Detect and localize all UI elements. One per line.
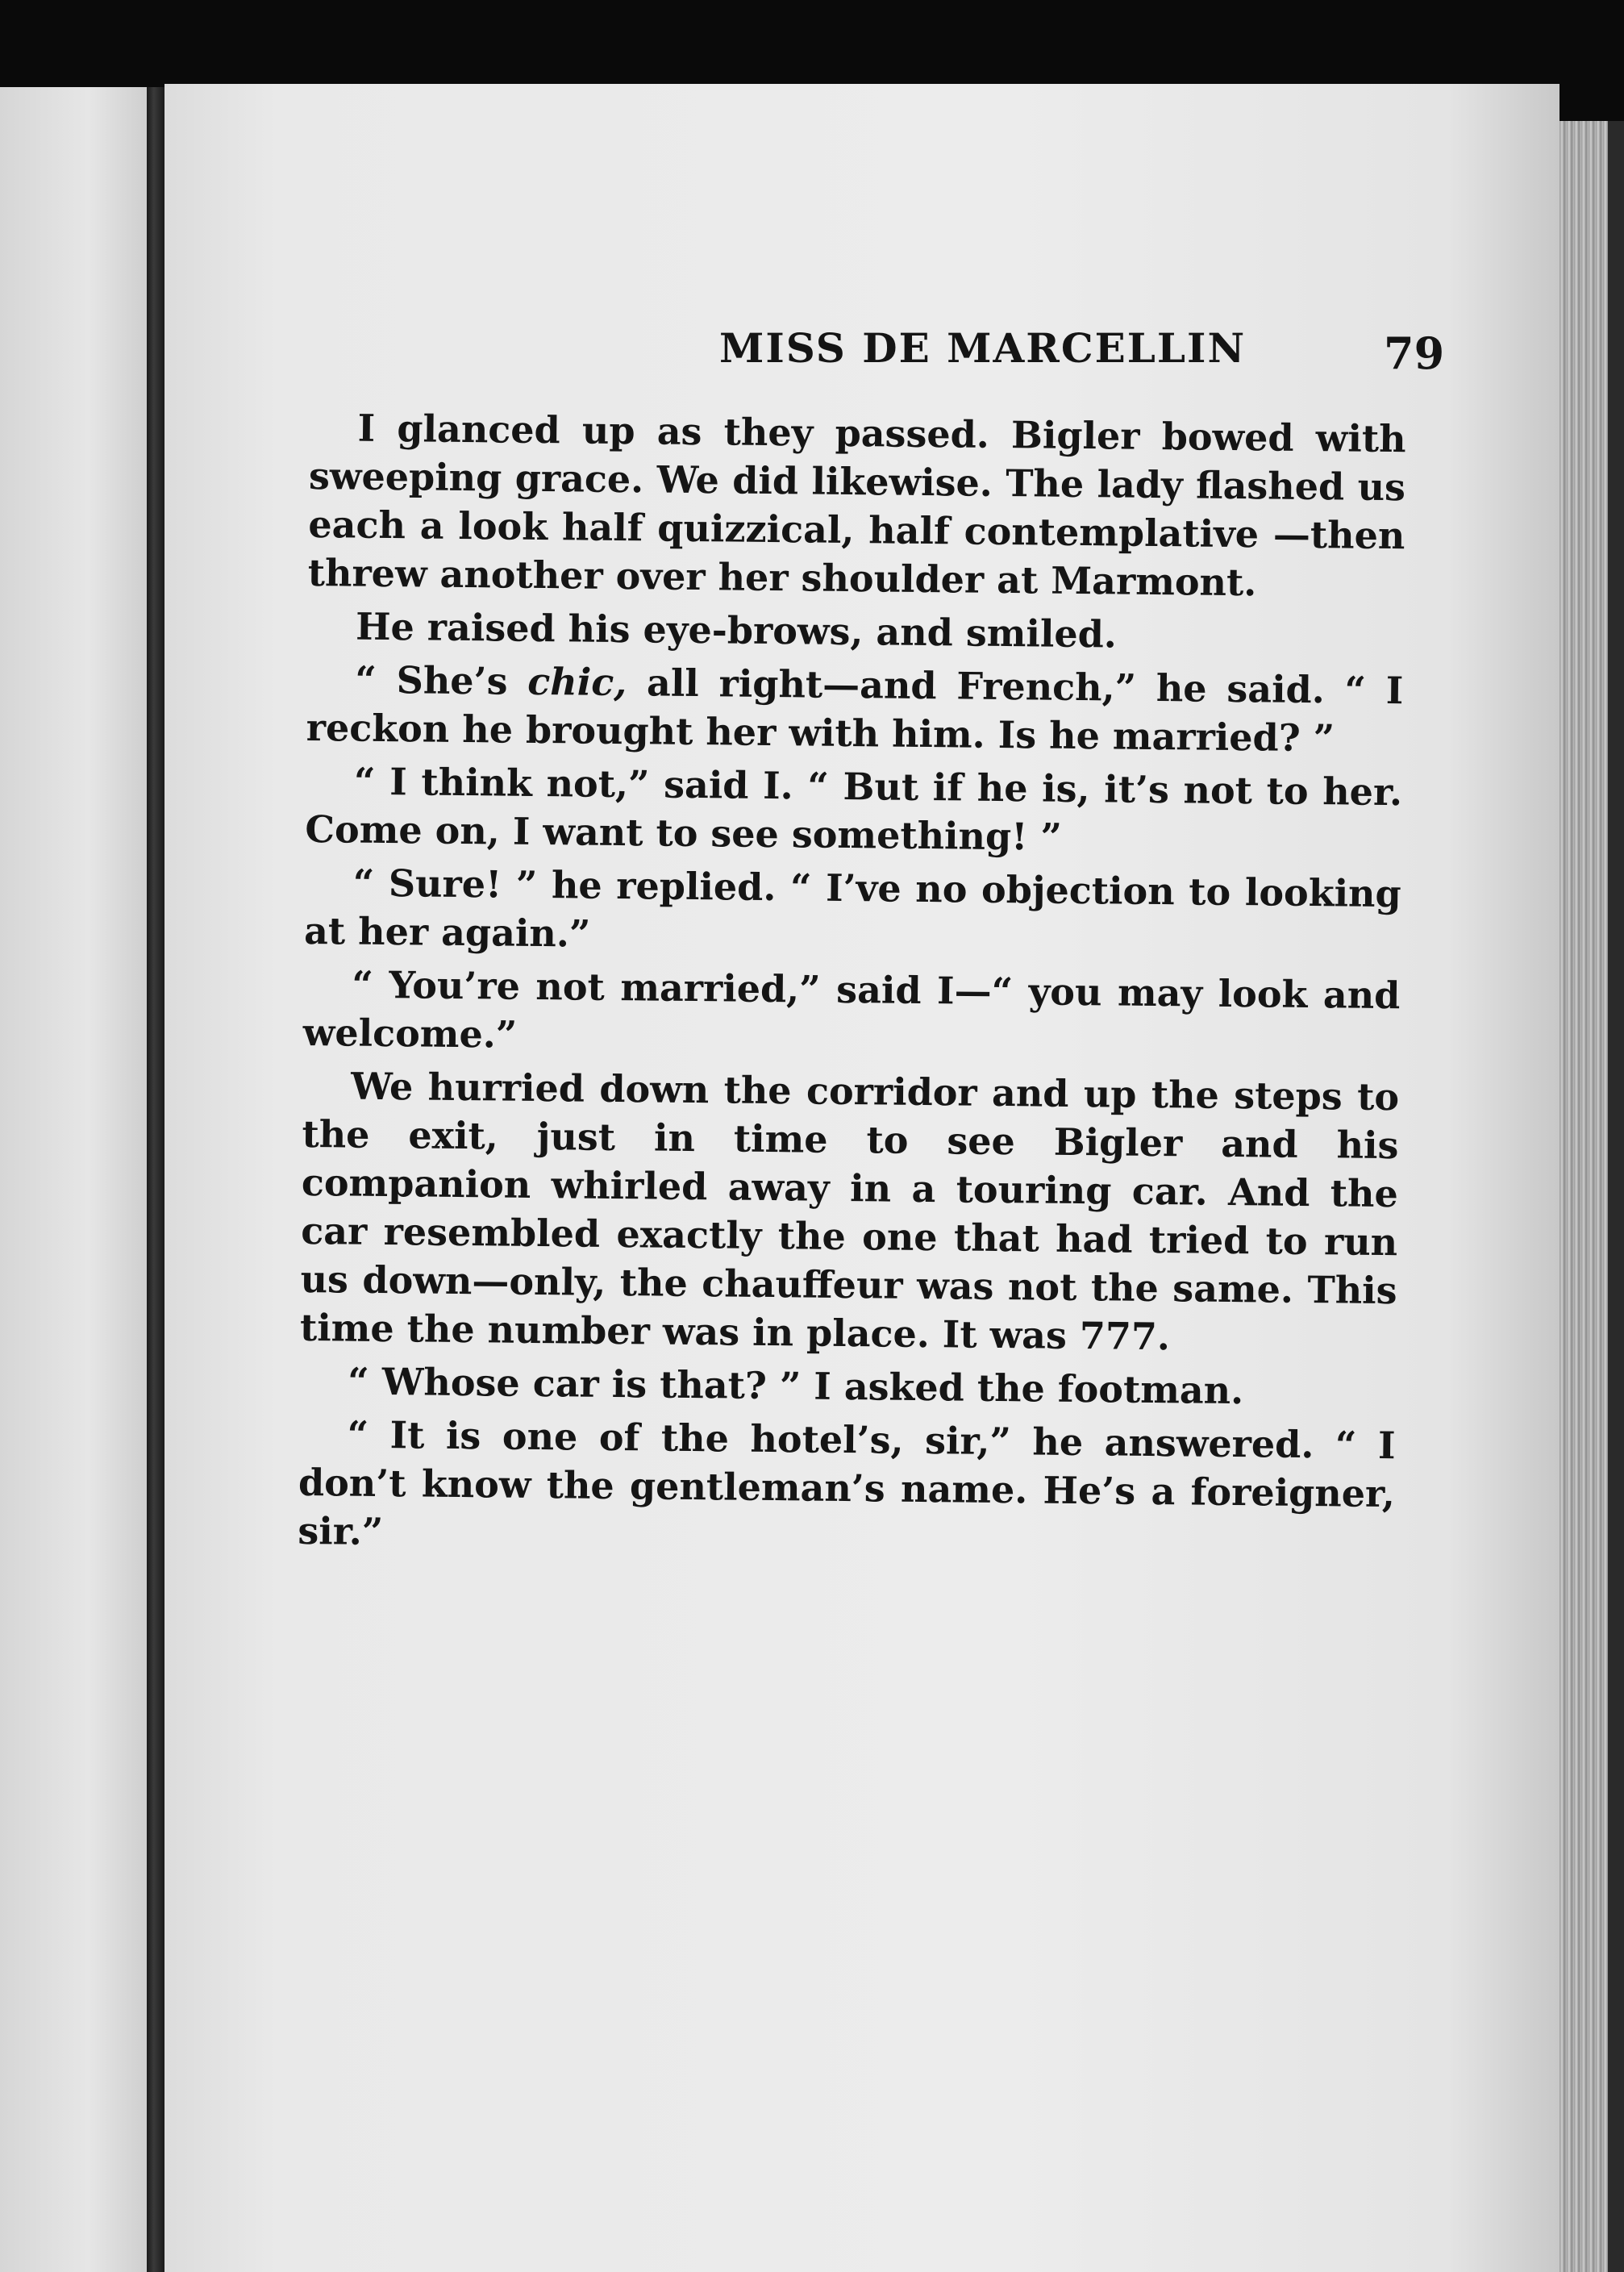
- paragraph: [306, 655, 1403, 763]
- paragraph: We hurried down the corridor and up the steps to the exit, just in time to see Bigler and his companion whirled away in a touring car. And the car resembled exactly the one that had tried to run us down—only, the chauffeur was not the same. This time the number was in place. It was 777.: [299, 1064, 1400, 1359]
- paragraph: “ It is one of the hotel’s, sir,” he answered. “ I don’t know the gentleman’s name. He’s a foreigner, sir.”: [298, 1412, 1396, 1554]
- paragraph: “ I think not,” said I. “ But if he is, it’s not to her. Come on, I want to see something! ”: [305, 759, 1403, 859]
- facing-page-fragment: [0, 87, 147, 2272]
- book-page: [164, 84, 1559, 2272]
- italic-word: chic,: [527, 659, 627, 705]
- paragraph: “ Whose car is that? ” I asked the footman.: [348, 1359, 1244, 1413]
- body-text: [298, 403, 1406, 1571]
- running-head-title: MISS DE MARCELLIN: [719, 324, 1247, 372]
- scan-border: [1608, 121, 1624, 2272]
- paragraph: He raised his eye-brows, and smiled.: [355, 604, 1118, 657]
- page-number: 79: [1384, 327, 1445, 379]
- book-gutter: [147, 87, 164, 2272]
- paragraph-text: all right—and French,” he said. “ I reckon he brought her with him. Is he married? ”: [306, 661, 1404, 761]
- paragraph: I glanced up as they passed. Bigler bowed with sweeping grace. We did likewise. The lady flashed us each a look half quizzical, half contemplative —then threw another over her shoulder at Marmont.: [307, 406, 1406, 605]
- page-block-edge: [1559, 121, 1608, 2272]
- paragraph: “ Sure! ” he replied. “ I’ve no objection to looking at her again.”: [303, 861, 1401, 956]
- paragraph-text: “ She’s: [355, 657, 528, 703]
- paragraph: “ You’re not married,” said I—“ you may look and welcome.”: [302, 962, 1401, 1057]
- running-head: [164, 324, 1559, 389]
